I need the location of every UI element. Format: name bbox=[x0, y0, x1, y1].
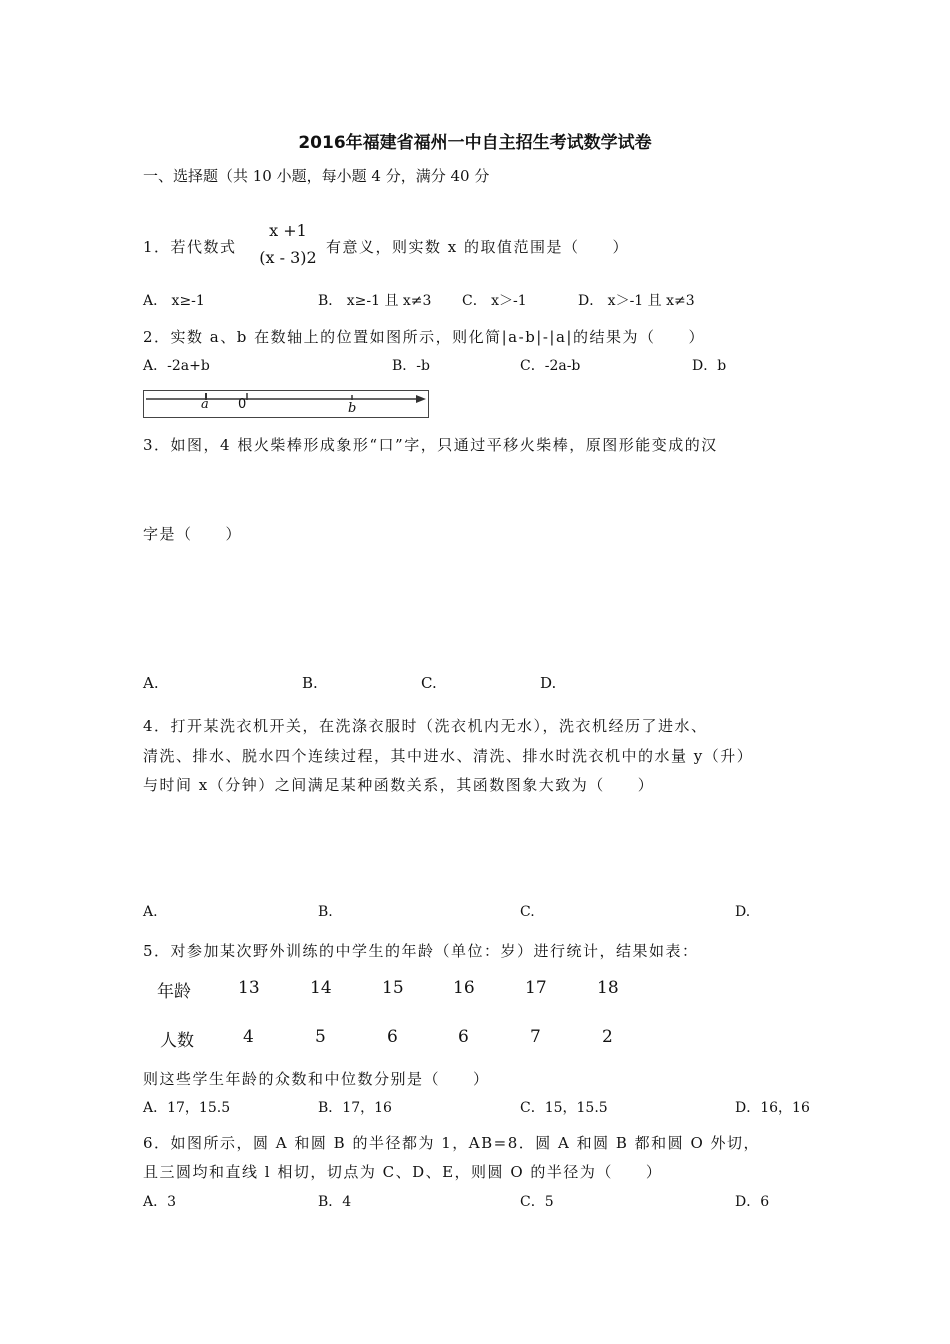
table-cell: 15 bbox=[382, 978, 404, 998]
number-line-figure bbox=[143, 390, 429, 418]
label-b: b bbox=[348, 401, 357, 416]
table-row2-label: 人数 bbox=[160, 1031, 194, 1051]
table-cell: 18 bbox=[597, 978, 619, 998]
q3-option-c[interactable]: C. bbox=[421, 674, 437, 692]
q5-option-c[interactable]: C．15，15.5 bbox=[520, 1100, 608, 1116]
q6-text-line2: 且三圆均和直线 l 相切，切点为 C、D、E，则圆 O 的半径为（ ） bbox=[143, 1163, 663, 1181]
q4-option-d[interactable]: D. bbox=[735, 904, 751, 920]
q1-option-c[interactable]: C． x＞-1 bbox=[462, 293, 527, 309]
q6-option-c[interactable]: C．5 bbox=[520, 1194, 554, 1210]
q2-text: 2．实数 a、b 在数轴上的位置如图所示，则化简|a-b|-|a|的结果为（ ） bbox=[143, 328, 705, 346]
q1-option-a[interactable]: A． x≥-1 bbox=[143, 293, 205, 309]
q1-prefix: 1．若代数式 bbox=[143, 238, 237, 256]
q1-fraction bbox=[250, 221, 326, 267]
table-cell: 2 bbox=[602, 1027, 613, 1047]
q6-option-b[interactable]: B．4 bbox=[318, 1194, 352, 1210]
q6-option-a[interactable]: A．3 bbox=[143, 1194, 177, 1210]
table-cell: 16 bbox=[453, 978, 475, 998]
q5-option-a[interactable]: A．17，15.5 bbox=[143, 1100, 231, 1116]
q2-option-a[interactable]: A．-2a+b bbox=[143, 358, 210, 374]
q5-option-d[interactable]: D．16，16 bbox=[735, 1100, 810, 1116]
q4-option-b[interactable]: B. bbox=[318, 904, 333, 920]
q4-text-line2: 清洗、排水、脱水四个连续过程，其中进水、清洗、排水时洗衣机中的水量 y（升） bbox=[143, 747, 754, 765]
q2-option-c[interactable]: C．-2a-b bbox=[520, 358, 581, 374]
table-cell: 14 bbox=[310, 978, 332, 998]
q2-option-b[interactable]: B．-b bbox=[392, 358, 430, 374]
q4-option-a[interactable]: A. bbox=[143, 904, 158, 920]
table-cell: 7 bbox=[530, 1027, 541, 1047]
q1-option-b[interactable]: B． x≥-1 且 x≠3 bbox=[318, 293, 432, 309]
q4-text-line3: 与时间 x（分钟）之间满足某种函数关系，其函数图象大致为（ ） bbox=[143, 776, 655, 794]
q3-text-line2: 字是（ ） bbox=[143, 525, 243, 543]
q3-option-b[interactable]: B. bbox=[302, 674, 318, 692]
q1-option-d[interactable]: D． x＞-1 且 x≠3 bbox=[578, 293, 695, 309]
q1-numerator: x +1 bbox=[269, 221, 307, 240]
q6-option-d[interactable]: D．6 bbox=[735, 1194, 770, 1210]
q3-option-a[interactable]: A. bbox=[143, 674, 159, 692]
q1-suffix: 有意义，则实数 x 的取值范围是（ ） bbox=[326, 238, 629, 256]
label-a: a bbox=[201, 397, 209, 412]
table-cell: 17 bbox=[525, 978, 547, 998]
q2-option-d[interactable]: D．b bbox=[692, 358, 727, 374]
table-cell: 13 bbox=[238, 978, 260, 998]
q3-text-line1: 3．如图，4 根火柴棒形成象形“口”字，只通过平移火柴棒，原图形能变成的汉 bbox=[143, 436, 718, 454]
q4-option-c[interactable]: C. bbox=[520, 904, 535, 920]
q5-text: 5．对参加某次野外训练的中学生的年龄（单位：岁）进行统计，结果如表： bbox=[143, 942, 699, 960]
section-heading: 一、选择题（共 10 小题，每小题 4 分，满分 40 分 bbox=[143, 167, 490, 185]
q5-question: 则这些学生年龄的众数和中位数分别是（ ） bbox=[143, 1070, 490, 1088]
table-cell: 5 bbox=[315, 1027, 326, 1047]
page-title: 2016年福建省福州一中自主招生考试数学试卷 bbox=[298, 133, 652, 153]
number-line-arrow bbox=[416, 395, 426, 403]
q1-denominator: (x - 3)2 bbox=[259, 248, 317, 267]
table-cell: 6 bbox=[387, 1027, 398, 1047]
q6-text-line1: 6．如图所示，圆 A 和圆 B 的半径都为 1，AB=8．圆 A 和圆 B 都和圆 O 外切， bbox=[143, 1134, 761, 1152]
q3-option-d[interactable]: D. bbox=[540, 674, 557, 692]
q4-text-line1: 4．打开某洗衣机开关，在洗涤衣服时（洗衣机内无水），洗衣机经历了进水、 bbox=[143, 717, 708, 735]
table-cell: 6 bbox=[458, 1027, 469, 1047]
q5-option-b[interactable]: B．17，16 bbox=[318, 1100, 392, 1116]
label-zero: 0 bbox=[238, 397, 247, 412]
table-cell: 4 bbox=[243, 1027, 254, 1047]
table-row1-label: 年龄 bbox=[157, 982, 191, 1002]
